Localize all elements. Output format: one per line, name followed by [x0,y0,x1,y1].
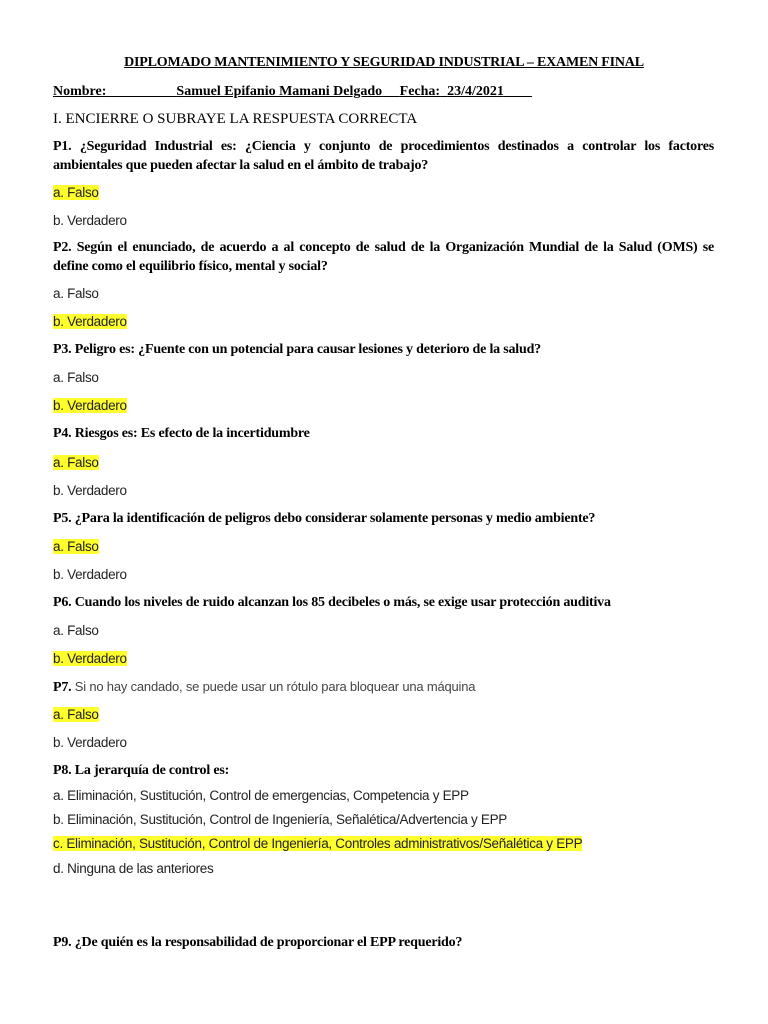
q8-option-a[interactable] [53,788,469,804]
q8-option-d-text: d. Ninguna de las anteriores [53,861,214,876]
question-5: P5. ¿Para la identificación de peligros debo considerar solamente personas y medio ambiente? [53,511,596,526]
q7-option-b-text: b. Verdadero [53,735,127,750]
q4-option-b-text: b. Verdadero [53,483,127,498]
q4-option-a[interactable] [53,455,99,471]
q6-option-b-text: b. Verdadero [53,651,127,666]
q7-option-a-text: a. Falso [53,707,99,722]
q8-option-c[interactable] [53,836,582,852]
q5-option-b-text: b. Verdadero [53,567,127,582]
q8-option-d[interactable] [53,861,213,877]
q5-option-a[interactable] [53,539,99,555]
question-4: P4. Riesgos es: Es efecto de la incertidumbre [53,426,310,441]
student-info-row [53,84,532,100]
q8-option-a-text: a. Eliminación, Sustitución, Control de emergencias, Competencia y EPP [53,788,469,803]
question-7-text: Si no hay candado, se puede usar un rótulo para bloquear una máquina [74,679,476,694]
question-2: P2. Según el enunciado, de acuerdo a al concepto de salud de la Organización Mundial de la Salud (OMS) se define como el equilibrio físico, mental y social? [53,240,714,274]
q2-option-a[interactable] [53,286,99,302]
question-1: P1. ¿Seguridad Industrial es: ¿Ciencia y conjunto de procedimientos destinados a controlar los factores ambientales que pueden afectar la salud en el ámbito de trabajo? [53,139,714,173]
q6-option-b[interactable] [53,651,127,667]
section-title: I. ENCIERRE O SUBRAYE LA RESPUESTA CORRECTA [53,111,418,127]
q1-option-a[interactable] [53,185,99,201]
q1-option-a-text: a. Falso [53,185,99,200]
question-9: P9. ¿De quién es la responsabilidad de proporcionar el EPP requerido? [53,935,463,950]
question-6: P6. Cuando los niveles de ruido alcanzan los 85 decibeles o más, se exige usar protección auditiva [53,595,611,610]
question-7-label: P7. [53,680,72,695]
fecha-value: 23/4/2021 [447,84,504,99]
q1-option-b-text: b. Verdadero [53,213,127,228]
q6-option-a-text: a. Falso [53,623,99,638]
nombre-value: Samuel Epifanio Mamani Delgado [176,84,383,99]
q8-option-b-text: b. Eliminación, Sustitución, Control de Ingeniería, Señalética/Advertencia y EPP [53,812,508,827]
q2-option-b-text: b. Verdadero [53,314,127,329]
q4-option-b[interactable] [53,483,127,499]
exam-title: DIPLOMADO MANTENIMIENTO Y SEGURIDAD INDUSTRIAL – EXAMEN FINAL [124,55,644,70]
question-3: P3. Peligro es: ¿Fuente con un potencial para causar lesiones y deterioro de la salud? [53,342,541,357]
q6-option-a[interactable] [53,623,99,639]
question-7 [53,678,714,698]
q8-option-c-text: c. Eliminación, Sustitución, Control de Ingeniería, Controles administrativos/Señalética y EPP [53,836,583,851]
q7-option-b[interactable] [53,735,127,751]
q2-option-b[interactable] [53,314,127,330]
q5-option-b[interactable] [53,567,127,583]
q3-option-b-text: b. Verdadero [53,398,127,413]
q3-option-a[interactable] [53,370,99,386]
q3-option-a-text: a. Falso [53,370,99,385]
q8-option-b[interactable] [53,812,507,828]
q7-option-a[interactable] [53,707,99,723]
question-8: P8. La jerarquía de control es: [53,763,230,778]
q5-option-a-text: a. Falso [53,539,99,554]
q3-option-b[interactable] [53,398,127,414]
q4-option-a-text: a. Falso [53,455,99,470]
q2-option-a-text: a. Falso [53,286,99,301]
q1-option-b[interactable] [53,213,127,229]
fecha-label: Fecha: [399,84,441,99]
nombre-label: Nombre: [53,84,107,99]
